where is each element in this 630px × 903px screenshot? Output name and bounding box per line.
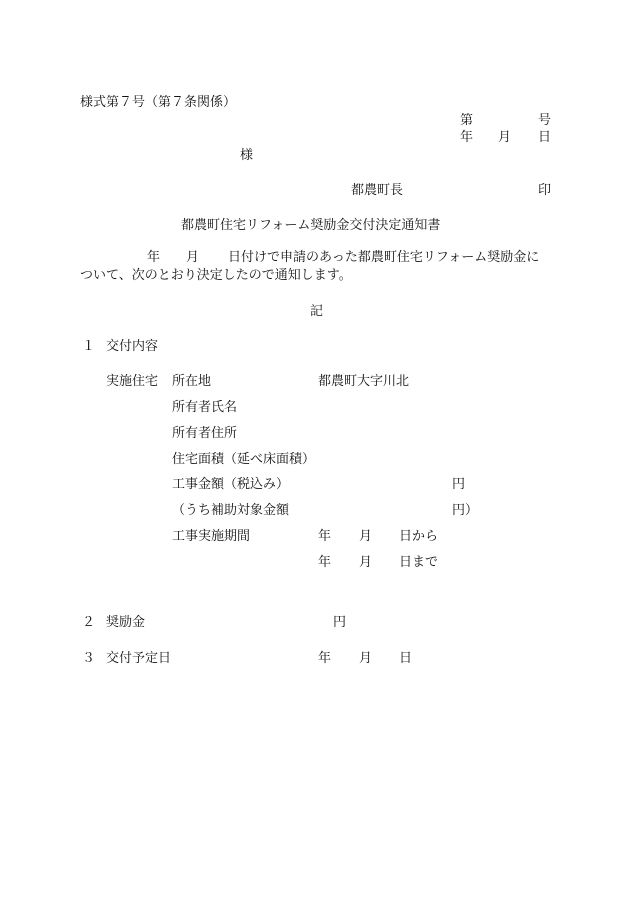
body-line2: ついて、次のとおり決定したので通知します。 <box>80 268 352 283</box>
scheduled-date-month: 月 <box>359 651 373 666</box>
construction-cost-unit: 円 <box>452 477 466 492</box>
section3-number: ３ <box>82 651 96 666</box>
ki-mark: 記 <box>310 304 324 319</box>
issue-date-month: 月 <box>498 130 512 145</box>
doc-number-prefix: 第 <box>460 113 474 128</box>
body-year: 年 <box>147 250 161 265</box>
subsidy-target-unit: 円） <box>452 503 479 518</box>
period-from-day: 日から <box>399 529 439 544</box>
owner-address-label: 所有者住所 <box>172 426 238 441</box>
section3-heading: 交付予定日 <box>106 651 172 666</box>
housing-category: 実施住宅 <box>106 374 159 389</box>
period-label: 工事実施期間 <box>172 529 251 544</box>
period-to-year: 年 <box>318 555 332 570</box>
owner-name-label: 所有者氏名 <box>172 400 238 415</box>
section1-heading: 交付内容 <box>106 339 159 354</box>
issuer-name: 都農町長 <box>351 183 404 198</box>
document-title: 都農町住宅リフォーム奨励金交付決定通知書 <box>181 218 441 233</box>
location-value: 都農町大字川北 <box>318 374 410 389</box>
period-from-year: 年 <box>318 529 332 544</box>
subsidy-target-label: （うち補助対象金額 <box>172 503 290 518</box>
location-label: 所在地 <box>172 374 212 389</box>
issue-date-year: 年 <box>460 130 474 145</box>
seal-mark: 印 <box>538 183 552 198</box>
scheduled-date-year: 年 <box>318 651 332 666</box>
form-number: 様式第７号（第７条関係） <box>80 95 237 110</box>
subsidy-amount-unit: 円 <box>333 615 347 630</box>
section2-number: ２ <box>82 615 96 630</box>
period-to-day: 日まで <box>399 555 439 570</box>
section2-heading: 奨励金 <box>106 615 146 630</box>
construction-cost-label: 工事金額（税込み） <box>172 477 290 492</box>
floor-area-label: 住宅面積（延べ床面積） <box>172 452 316 467</box>
period-from-month: 月 <box>359 529 373 544</box>
section1-number: １ <box>82 339 96 354</box>
doc-number-suffix: 号 <box>538 113 552 128</box>
addressee-suffix: 様 <box>240 148 254 163</box>
scheduled-date-day: 日 <box>399 651 413 666</box>
body-month: 月 <box>186 250 200 265</box>
issue-date-day: 日 <box>538 130 552 145</box>
body-line1: 日付けで申請のあった都農町住宅リフォーム奨励金に <box>228 250 540 265</box>
period-to-month: 月 <box>359 555 373 570</box>
